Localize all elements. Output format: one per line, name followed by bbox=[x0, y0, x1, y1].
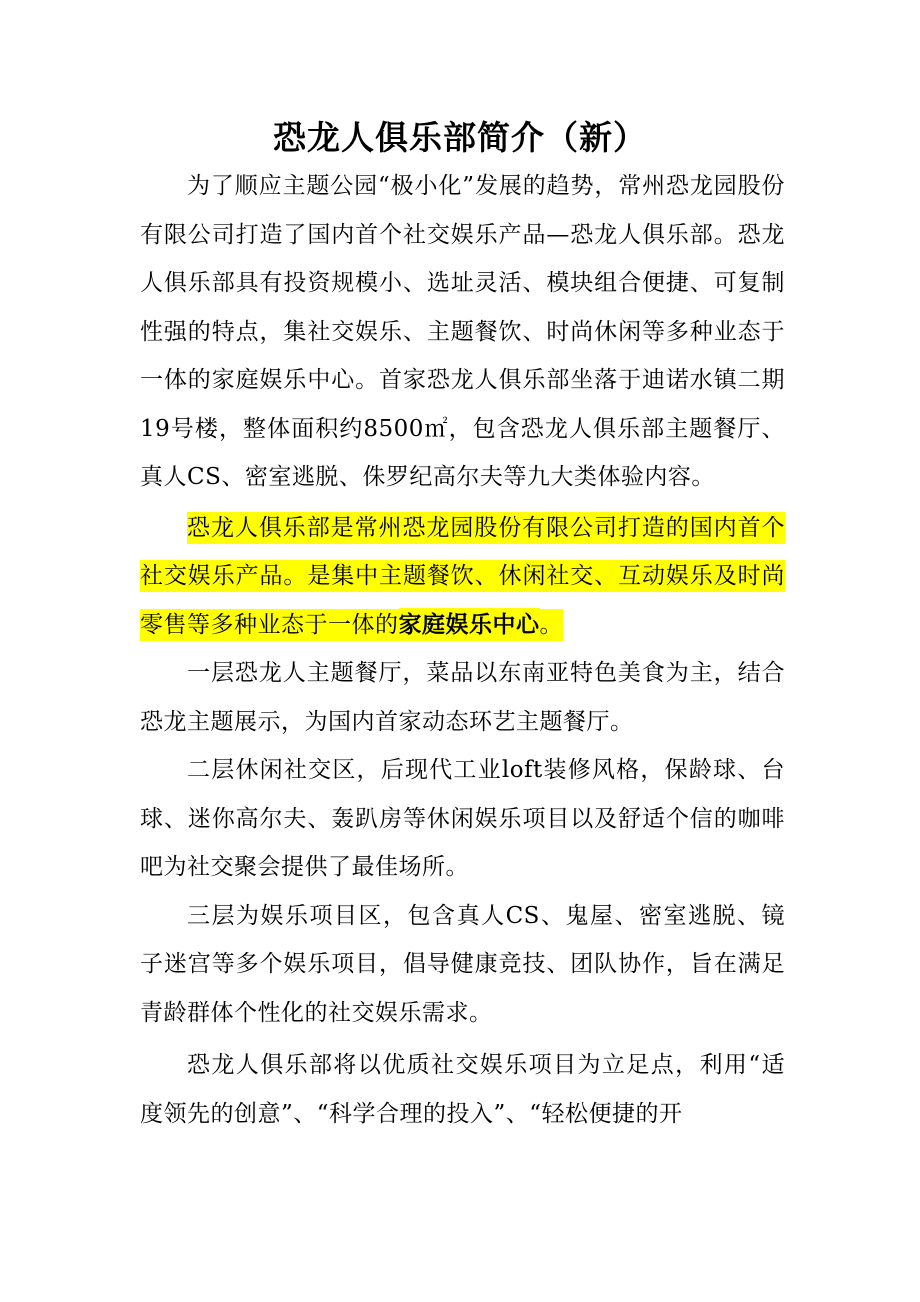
paragraph-intro: 为了顺应主题公园“极小化”发展的趋势，常州恐龙园股份有限公司打造了国内首个社交娱乐产品—恐龙人俱乐部。恐龙人俱乐部具有投资规模小、选址灵活、模块组合便捷、可复制性强的特点，集社交娱乐、主题餐饮、时尚休闲等多种业态于一体的家庭娱乐中心。首家恐龙人俱乐部坐落于迪诺水镇二期19号楼，整体面积约8500㎡，包含恐龙人俱乐部主题餐厅、真人CS、密室逃脱、侏罗纪高尔夫等九大类体验内容。 bbox=[140, 173, 785, 490]
highlighted-end-punct: 。 bbox=[540, 609, 564, 641]
paragraph-floor-2: 二层休闲社交区，后现代工业loft装修风格，保龄球、台球、迷你高尔夫、轰趴房等休闲娱乐项目以及舒适个信的咖啡吧为社交聚会提供了最佳场所。 bbox=[140, 757, 785, 880]
document-body bbox=[140, 162, 785, 1138]
paragraph-closing: 恐龙人俱乐部将以优质社交娱乐项目为立足点，利用“适度领先的创意”、“科学合理的投入”、“轻松便捷的开 bbox=[140, 1052, 785, 1127]
paragraph-floor-1: 一层恐龙人主题餐厅，菜品以东南亚特色美食为主，结合恐龙主题展示，为国内首家动态环艺主题餐厅。 bbox=[140, 660, 785, 735]
paragraph-floor-3: 三层为娱乐项目区，包含真人CS、鬼屋、密室逃脱、镜子迷宫等多个娱乐项目，倡导健康竞技、团队协作，旨在满足青龄群体个性化的社交娱乐需求。 bbox=[140, 902, 785, 1026]
highlighted-bold-text: 家庭娱乐中心 bbox=[399, 608, 540, 641]
document-title: 恐龙人俱乐部简介（新） bbox=[273, 118, 647, 157]
paragraph-highlight bbox=[140, 504, 785, 650]
highlighted-text: 恐龙人俱乐部是常州恐龙园股份有限公司打造的国内首个社交娱乐产品。是集中主题餐饮、休闲社交、互动娱乐及时尚零售等多种业态于一体的 bbox=[140, 512, 785, 641]
